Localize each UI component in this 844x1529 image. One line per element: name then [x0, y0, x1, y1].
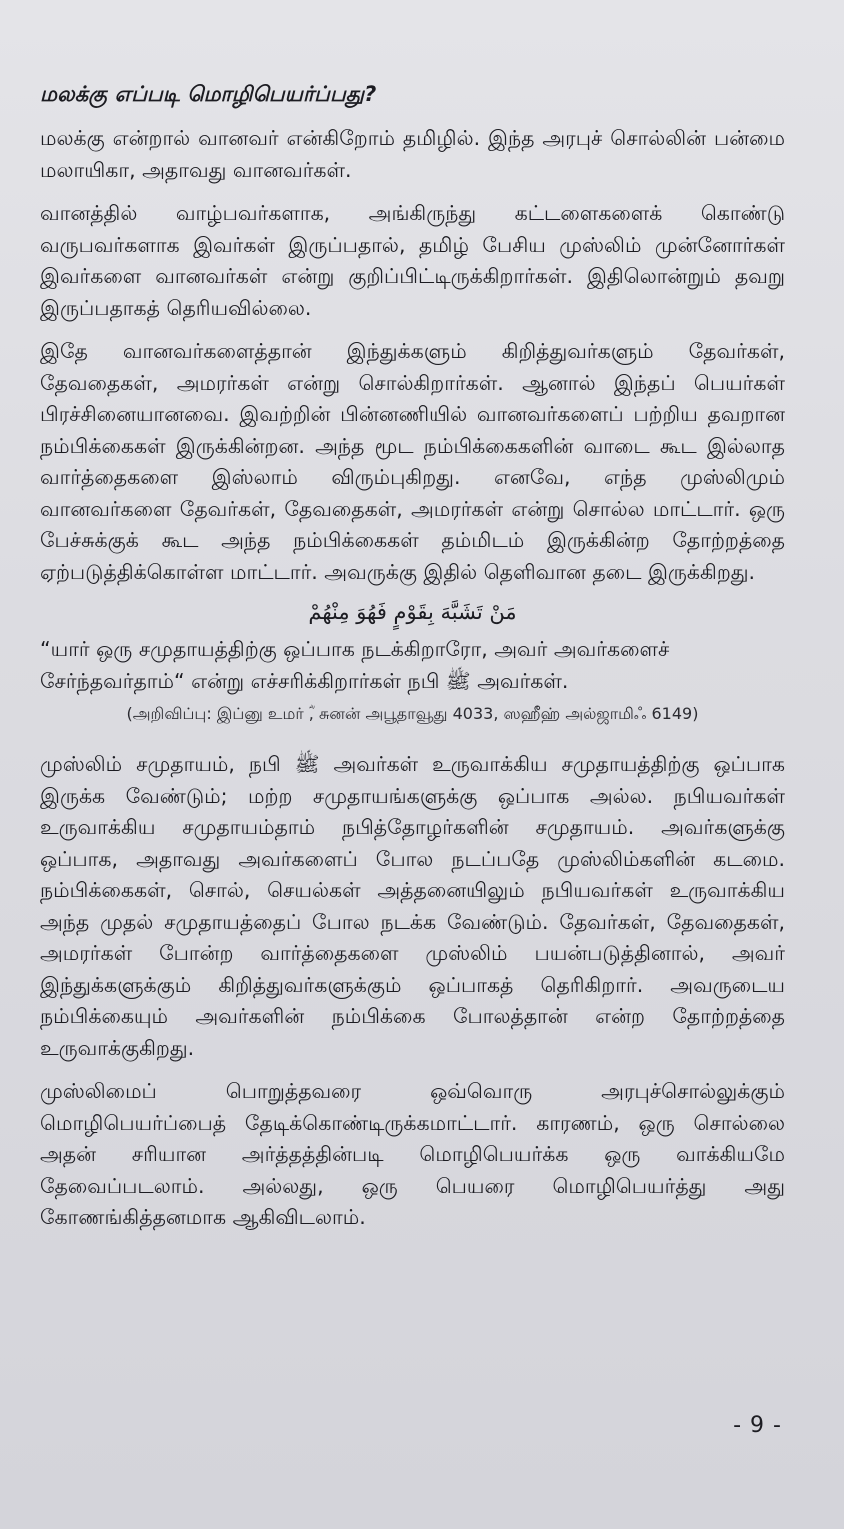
arabic-hadith-text: مَنْ تَشَبَّهَ بِقَوْمٍ فَهُوَ مِنْهُمْ [308, 600, 517, 624]
paragraph-3: இதே வானவர்களைத்தான் இந்துக்களும் கிறித்துவர்களும் தேவர்கள், தேவதைகள், அமரர்கள் என்று சொல்கிறார்கள். ஆனால் இந்தப் பெயர்கள் பிரச்சினையானவை. இவற்றின் பின்னணியில் வானவர்களைப் பற்றிய தவறான நம்பிக்கைகள் இருக்கின்றன. அந்த மூட நம்பிக்கைகளின் வாடை கூட இல்லாத வார்த்தைகளை இஸ்லாம் விரும்புகிறது. எனவே, எந்த முஸ்லிமும் வானவர்களை தேவர்கள், தேவதைகள், அமரர்கள் என்று சொல்ல மாட்டார். ஒரு பேச்சுக்குக் கூட அந்த நம்பிக்கைகள் தம்மிடம் இருக்கின்ற தோற்றத்தை ஏற்படுத்திக்கொள்ள மாட்டார். அவருக்கு இதில் தெளிவான தடை இருக்கிறது. [40, 339, 785, 584]
paragraph-4: முஸ்லிம் சமுதாயம், நபி ﷺ அவர்கள் உருவாக்கிய சமுதாயத்திற்கு ஒப்பாக இருக்க வேண்டும்; மற்ற சமுதாயங்களுக்கு ஒப்பாக அல்ல. நபியவர்கள் உருவாக்கிய சமுதாயம்தாம் நபித்தோழர்களின் சமுதாயம். அவர்களுக்கு ஒப்பாக, அதாவது அவர்களைப் போல நடப்பதே முஸ்லிம்களின் கடமை. நம்பிக்கைகள், சொல், செயல்கள் அத்தனையிலும் நபியவர்கள் உருவாக்கிய அந்த முதல் சமுதாயத்தைப் போல நடக்க வேண்டும். தேவர்கள், தேவதைகள், அமரர்கள் போன்ற வார்த்தைகளை முஸ்லிம் பயன்படுத்தினால், அவர் இந்துக்களுக்கும் கிறித்துவர்களுக்கும் ஒப்பாகத் தெரிகிறார். அவருடைய நம்பிக்கையும் அவர்களின் நம்பிக்கை போலத்தான் என்ற தோற்றத்தை உருவாக்குகிறது. [40, 752, 785, 1060]
page-number: - 9 - [733, 1413, 782, 1438]
paragraph-5: முஸ்லிமைப் பொறுத்தவரை ஒவ்வொரு அரபுச்சொல்லுக்கும் மொழிபெயர்ப்பைத் தேடிக்கொண்டிருக்கமாட்டார். காரணம், ஒரு சொல்லை அதன் சரியான அர்த்தத்தின்படி மொழிபெயர்க்க ஒரு வாக்கியமே தேவைப்படலாம். அல்லது, ஒரு பெயரை மொழிபெயர்த்து அது கோணங்கித்தனமாக ஆகிவிடலாம். [40, 1079, 785, 1229]
paragraph-1: மலக்கு என்றால் வானவர் என்கிறோம் தமிழில். இந்த அரபுச் சொல்லின் பன்மை மலாயிகா, அதாவது வானவர்கள். [40, 126, 785, 182]
hadith-translation: “யார் ஒரு சமுதாயத்திற்கு ஒப்பாக நடக்கிறாரோ, அவர் அவர்களைச் சேர்ந்தவர்தாம்“ என்று எச்சரிக்கிறார்கள் நபி ﷺ அவர்கள். [40, 637, 670, 693]
hadith-citation: (அறிவிப்பு: இப்னு உமர் ؓ, சுனன் அபூதாவூது 4033, ஸஹீஹ் அல்ஜாமிஃ 6149) [126, 704, 699, 723]
paragraph-2: வானத்தில் வாழ்பவர்களாக, அங்கிருந்து கட்டளைகளைக் கொண்டு வருபவர்களாக இவர்கள் இருப்பதால், தமிழ் பேசிய முஸ்லிம் முன்னோர்கள் இவர்களை வானவர்கள் என்று குறிப்பிட்டிருக்கிறார்கள். இதிலொன்றும் தவறு இருப்பதாகத் தெரியவில்லை. [40, 201, 785, 320]
book-page [40, 82, 785, 1246]
section-heading: மலக்கு எப்படி மொழிபெயர்ப்பது? [40, 82, 377, 106]
